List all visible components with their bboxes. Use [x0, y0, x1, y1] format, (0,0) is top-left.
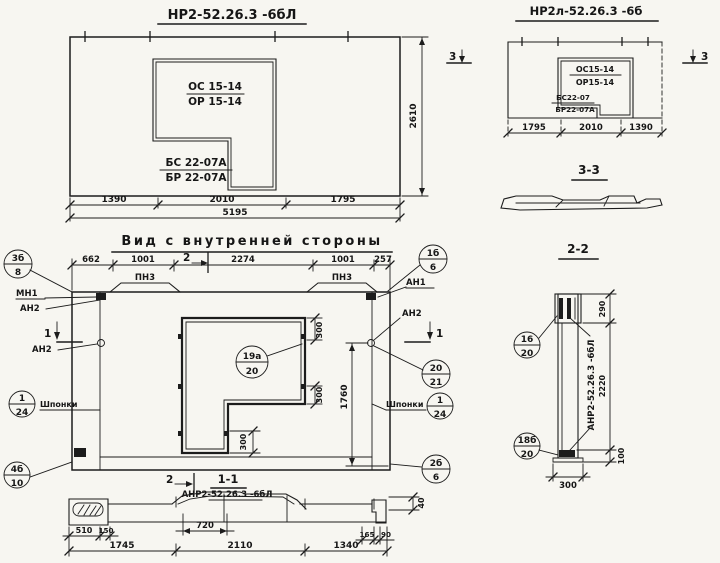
svg-text:2б: 2б: [429, 459, 443, 469]
svg-text:2: 2: [183, 252, 191, 264]
svg-text:АН2: АН2: [32, 345, 52, 355]
svg-text:19а: 19а: [242, 352, 262, 362]
dim-662: 662: [82, 255, 100, 265]
svg-text:АН2: АН2: [20, 304, 40, 314]
exterior-panel-outline: [70, 37, 400, 196]
mirrored-panel-view: [447, 4, 708, 137]
callout-18b-20: [514, 433, 558, 460]
svg-text:1б: 1б: [426, 249, 440, 259]
svg-text:1: 1: [436, 396, 444, 406]
dim-2010m: 2010: [579, 123, 603, 133]
dim-90: 90: [380, 530, 392, 539]
mirrored-window-mark-bottom: ОР15-14: [575, 78, 615, 87]
section-3-3-profile-detail: [516, 196, 640, 207]
section-2-2-title: 2-2: [567, 242, 589, 256]
svg-text:21: 21: [429, 378, 443, 388]
channel-hatch: [78, 505, 101, 515]
exterior-door-mark-top: БС 22-07А: [165, 157, 227, 169]
svg-text:АН1: АН1: [406, 278, 426, 288]
keys-label-left: Шпонки: [40, 400, 78, 409]
dim-1745: 1745: [109, 541, 135, 551]
embed-plate-top-right: [366, 293, 376, 300]
svg-text:6: 6: [429, 263, 437, 273]
inner-height-dim: [346, 343, 388, 466]
section-3-3-title: 3-3: [578, 163, 600, 177]
loop-label-left: ПН3: [134, 273, 156, 283]
section-2-2-label: АНР2-52.26.3 -6бЛ: [587, 339, 597, 431]
callout-keys-right: [372, 393, 453, 420]
dim-2010: 2010: [209, 195, 235, 205]
inner-side-view: [4, 234, 453, 493]
dim-300b: 300: [315, 386, 324, 404]
callout-2b-6: [390, 455, 450, 483]
label-an2-right: [374, 309, 422, 340]
dim-257: 257: [374, 255, 392, 265]
dim-2110: 2110: [227, 541, 253, 551]
svg-text:МН1: МН1: [16, 289, 38, 299]
callout-19a-20: [236, 344, 302, 378]
svg-text:20: 20: [429, 364, 443, 374]
callout-3b-8: [4, 250, 72, 292]
svg-text:1: 1: [18, 394, 26, 404]
dim-510: 510: [75, 526, 93, 535]
svg-text:20: 20: [245, 367, 259, 377]
section-2-2-foot: [553, 458, 583, 462]
callout-20-21: [374, 346, 450, 388]
callout-4b-10: [4, 462, 72, 489]
section-1-marker-right: [405, 322, 443, 342]
dim-1760: 1760: [340, 384, 350, 410]
embed-plate-bottom-left: [74, 448, 86, 457]
svg-text:3б: 3б: [11, 254, 25, 264]
exterior-door-mark-bottom: БР 22-07А: [165, 172, 227, 184]
mirrored-window-mark-top: ОС15-14: [575, 65, 615, 74]
section-2-2: [514, 242, 626, 491]
section-1-1: [63, 472, 426, 556]
callout-16-20: [514, 316, 557, 359]
label-an2-top-left: [20, 300, 100, 314]
section-3-3: [501, 163, 662, 210]
svg-text:10: 10: [10, 479, 24, 489]
dim-1390m: 1390: [629, 123, 653, 133]
svg-text:16: 16: [520, 335, 534, 345]
label-an1-right: [378, 278, 434, 297]
dim-150: 150: [98, 526, 114, 535]
bottom-embed: [559, 450, 575, 457]
keys-label-right: Шпонки: [386, 400, 424, 409]
svg-text:4б: 4б: [10, 465, 24, 475]
exterior-title: НР2-52.26.3 -6бЛ: [167, 8, 297, 23]
section-1-1-title: 1-1: [217, 472, 239, 486]
svg-text:1: 1: [44, 328, 52, 340]
dim-2274: 2274: [231, 255, 255, 265]
svg-text:АН2: АН2: [402, 309, 422, 319]
section-1-1-label: АНР2-52.26.3 -6бЛ: [181, 490, 273, 500]
mirrored-title: НР2л-52.26.3 -6б: [529, 4, 643, 18]
dim-1001a: 1001: [131, 255, 155, 265]
label-an2-mid-left: [32, 344, 97, 355]
inner-view-title: Вид с внутренней стороны: [121, 234, 383, 249]
svg-text:20: 20: [520, 450, 534, 460]
svg-text:8: 8: [14, 268, 22, 278]
svg-text:20: 20: [520, 349, 534, 359]
callout-keys-left: [9, 391, 100, 418]
mirrored-door-mark-top: БС22-07: [556, 93, 590, 102]
dim-1390: 1390: [101, 195, 127, 205]
svg-text:6: 6: [432, 473, 440, 483]
dim-1795: 1795: [330, 195, 356, 205]
section-3-mark-left: [447, 50, 471, 63]
dim-300w: 300: [559, 481, 577, 491]
svg-text:2: 2: [166, 474, 174, 486]
dim-1340: 1340: [333, 541, 359, 551]
embed-plate-top-left: [96, 293, 106, 300]
frame-mullion: [559, 298, 563, 319]
anchor-point-left: [98, 340, 105, 347]
section-1-marker-left: [44, 322, 82, 342]
dim-40: 40: [417, 497, 426, 509]
dim-300c: 300: [239, 433, 248, 451]
inner-window-inner: [186, 322, 301, 449]
inner-window-outline: [182, 318, 305, 453]
dim-720: 720: [196, 521, 214, 531]
dim-165: 165: [359, 530, 375, 539]
dim-300a: 300: [315, 321, 324, 339]
svg-text:18б: 18б: [517, 436, 537, 446]
mirrored-door-mark-bottom: БР22-07А: [555, 105, 595, 114]
dim-100: 100: [617, 447, 626, 465]
anchor-point-right: [368, 340, 375, 347]
svg-text:1: 1: [436, 328, 444, 340]
dim-1795m: 1795: [522, 123, 546, 133]
lifting-loop-left: [110, 283, 180, 292]
frame-mullion: [567, 298, 571, 319]
section-2-marker-top: [183, 252, 208, 273]
dim-1001b: 1001: [331, 255, 355, 265]
loop-label-right: ПН3: [331, 273, 353, 283]
section-3-mark-right: [683, 50, 708, 63]
dim-2220: 2220: [598, 374, 607, 398]
svg-text:3: 3: [449, 51, 457, 63]
svg-text:24: 24: [433, 410, 447, 420]
dim-total-5195: 5195: [222, 208, 248, 218]
label-mn1: [16, 289, 96, 299]
dim-2610: 2610: [409, 103, 419, 129]
exterior-view: [66, 8, 428, 222]
exterior-window-mark-bottom: ОР 15-14: [188, 96, 242, 108]
exterior-window-mark-top: ОС 15-14: [188, 81, 242, 93]
lifting-loop-right: [307, 283, 377, 292]
dim-290: 290: [598, 300, 607, 318]
svg-text:3: 3: [701, 51, 709, 63]
svg-text:24: 24: [15, 408, 29, 418]
